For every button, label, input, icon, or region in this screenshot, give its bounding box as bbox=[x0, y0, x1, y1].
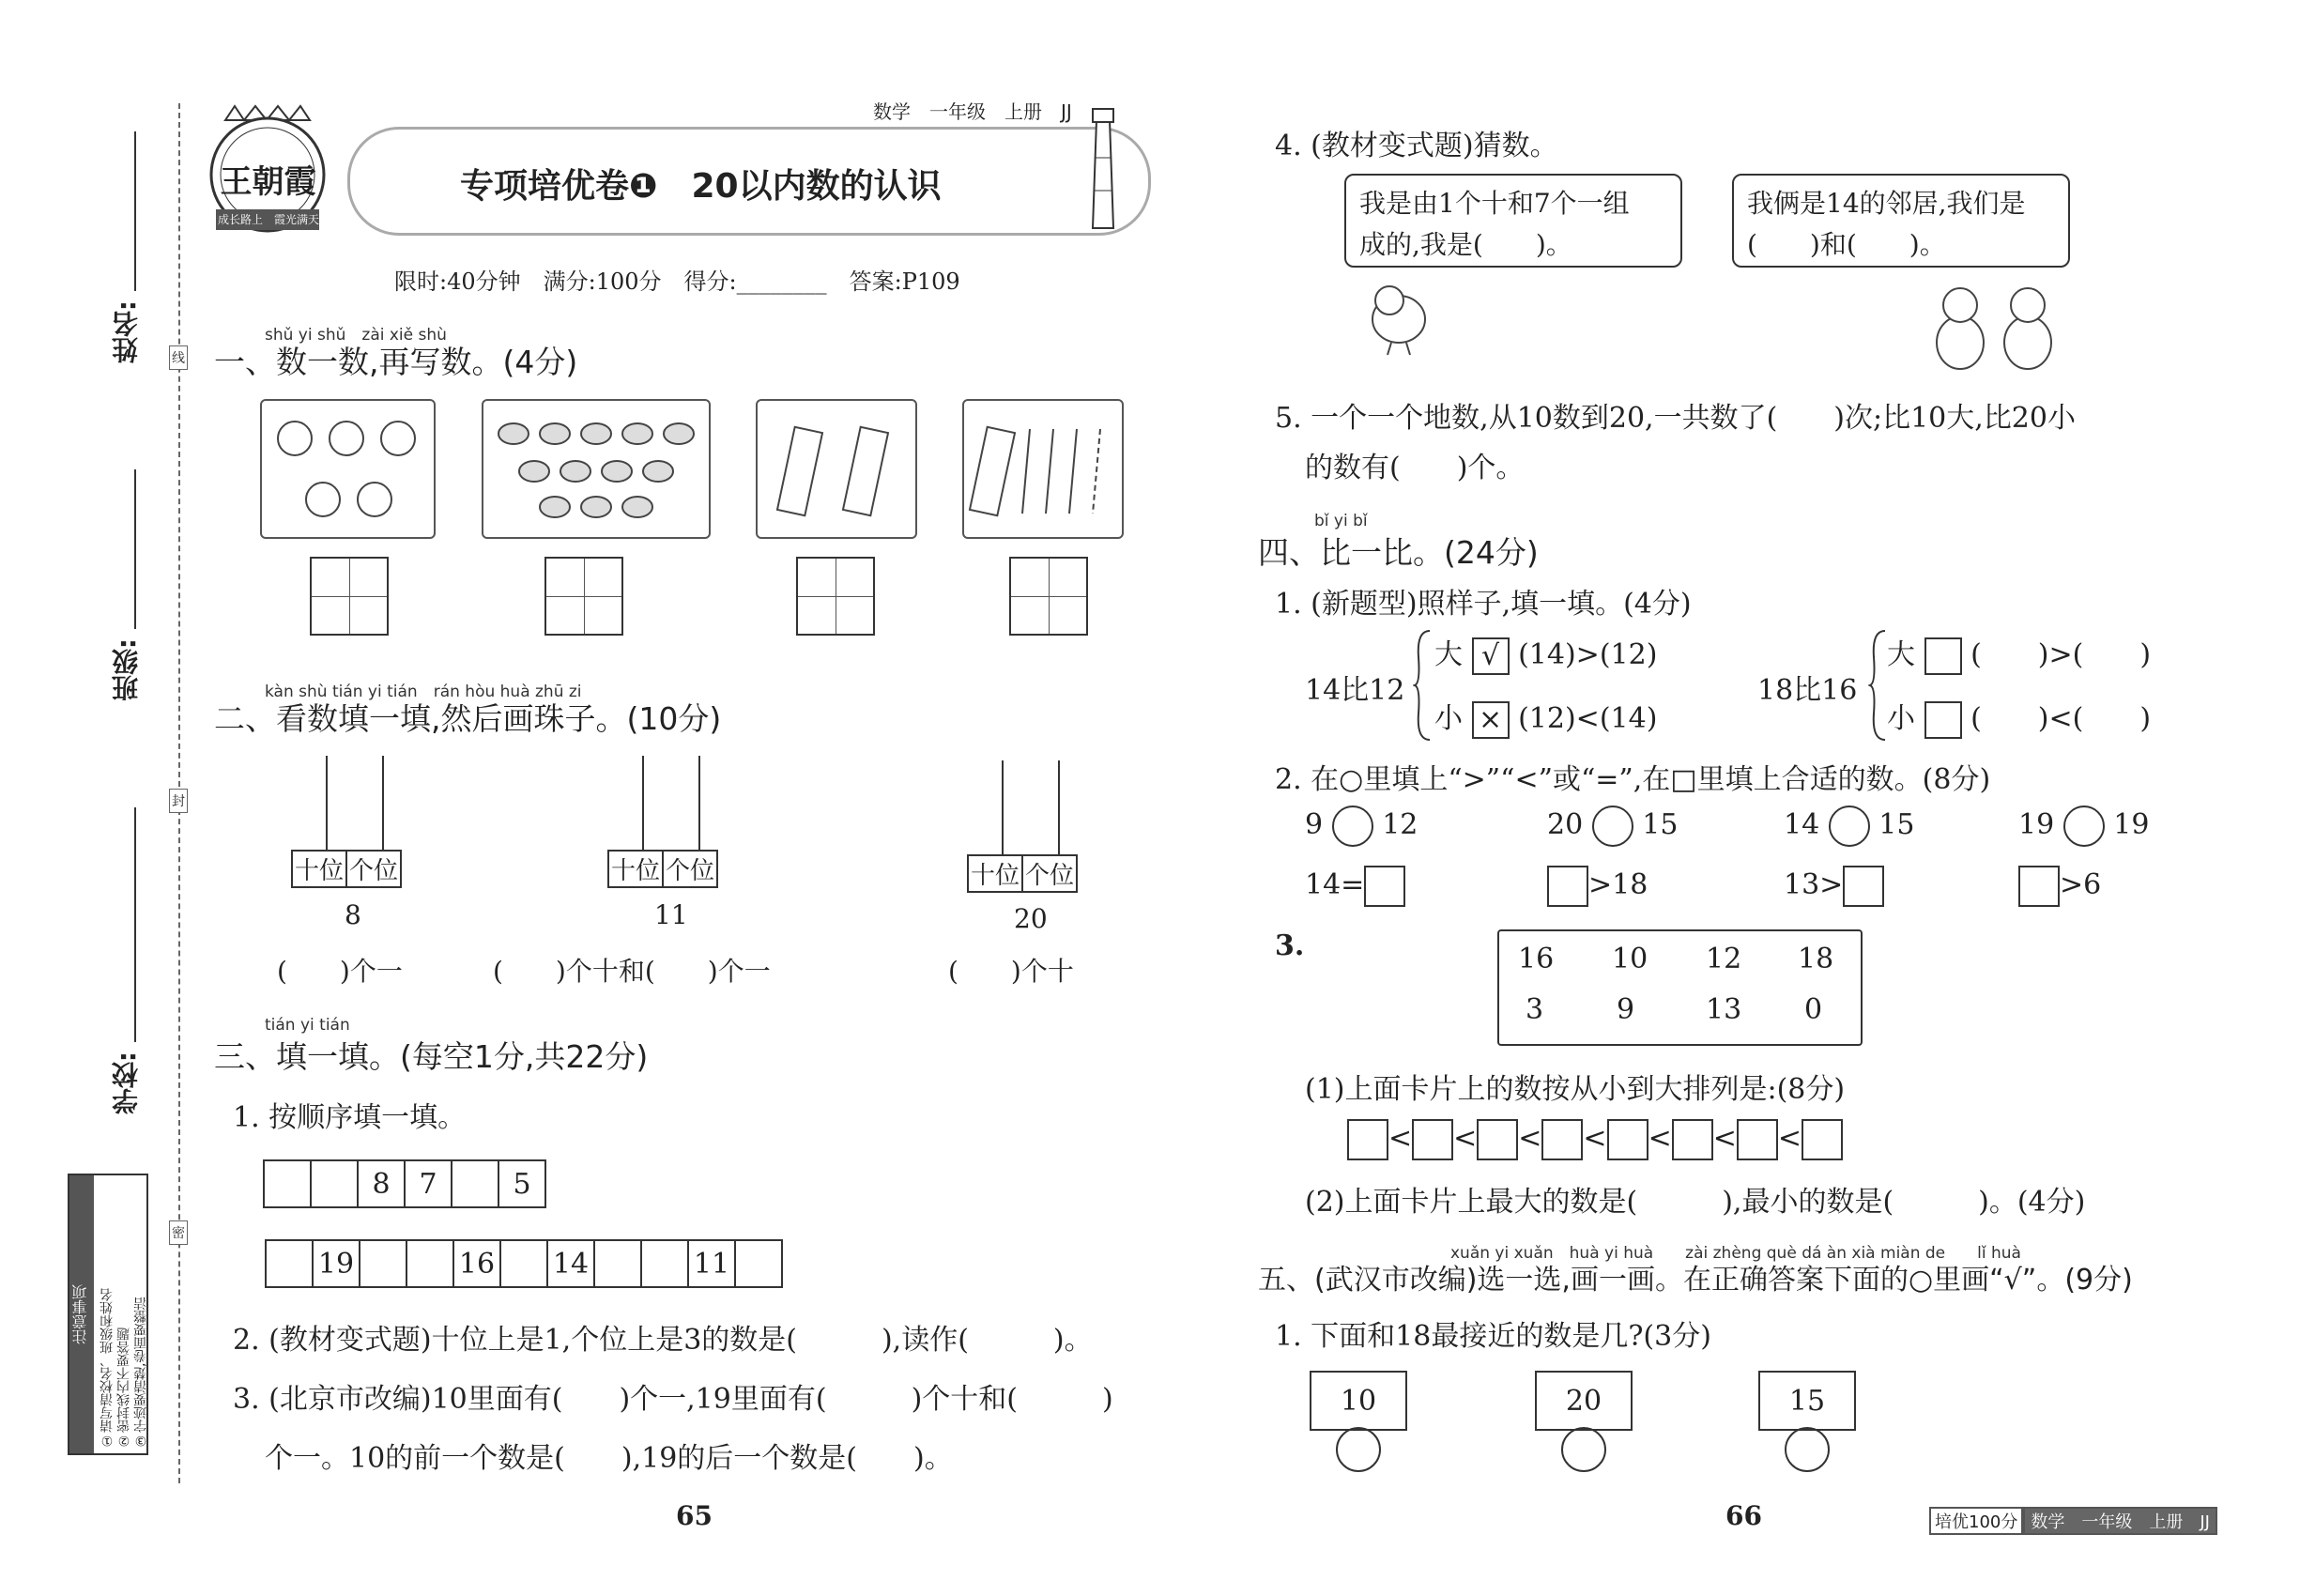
seq-cell[interactable] bbox=[263, 1159, 312, 1208]
bubble-2-line-2[interactable]: ( )和( )。 bbox=[1747, 229, 1946, 260]
card-value: 16 bbox=[1518, 943, 1555, 975]
fill-3[interactable]: 13> bbox=[1784, 866, 1884, 907]
choice-circle-2[interactable] bbox=[1561, 1427, 1606, 1472]
fill-box[interactable] bbox=[1843, 866, 1884, 907]
choice-card-2: 20 bbox=[1535, 1371, 1633, 1431]
abacus-number-1: 8 bbox=[345, 899, 361, 930]
sequence-row-1 bbox=[265, 1159, 546, 1208]
practice-expr-1[interactable]: ( )>( ) bbox=[1970, 638, 2152, 671]
notes-box bbox=[68, 1174, 148, 1455]
abacus-tens-label: 十位 bbox=[293, 852, 347, 886]
s4-q3: 3. bbox=[1275, 929, 1305, 962]
picture-chicks bbox=[260, 399, 436, 539]
practice-row-2[interactable] bbox=[1887, 695, 2151, 739]
abacus-ones-label: 个位 bbox=[666, 857, 715, 885]
q3-2[interactable]: 2. (教材变式题)十位上是1,个位上是3的数是( ),读作( )。 bbox=[233, 1324, 1093, 1357]
example-row-1 bbox=[1434, 631, 1657, 675]
abacus-number-2: 11 bbox=[654, 899, 688, 930]
q3-3-line1[interactable]: 3. (北京市改编)10里面有( )个一,19里面有( )个十和( ) bbox=[233, 1383, 1113, 1416]
section-1-title: 一、数一数,再写数。(4分) bbox=[214, 344, 578, 380]
chick-icon bbox=[1361, 272, 1436, 357]
class-field[interactable] bbox=[108, 469, 146, 704]
compare-circle[interactable] bbox=[1592, 806, 1633, 847]
seq-cell[interactable] bbox=[734, 1239, 783, 1288]
big-label: 大 bbox=[1887, 638, 1915, 671]
order-box[interactable] bbox=[1477, 1119, 1518, 1160]
order-box[interactable] bbox=[1737, 1119, 1778, 1160]
s3-pinyin: tián yi tián bbox=[265, 1016, 350, 1035]
q5-line1[interactable]: 5. 一个一个地数,从10数到20,一共数了( )次;比10大,比20小 bbox=[1275, 402, 2076, 435]
section-4-title: 四、比一比。(24分) bbox=[1258, 534, 1539, 571]
check-icon: √ bbox=[1480, 639, 1500, 672]
name-field[interactable] bbox=[108, 131, 146, 366]
seq-cell[interactable] bbox=[310, 1159, 359, 1208]
seq-cell[interactable] bbox=[593, 1239, 642, 1288]
seq-cell[interactable] bbox=[451, 1159, 499, 1208]
footer-sub: 数学 一年级 上册 JJ bbox=[2023, 1507, 2217, 1535]
practice-row-1[interactable] bbox=[1887, 631, 2151, 675]
school-field[interactable] bbox=[108, 807, 146, 1117]
s2-pinyin: kàn shù tián yi tián rán hòu huà zhū zi bbox=[265, 683, 582, 701]
speech-bubble-1 bbox=[1344, 174, 1682, 268]
logo-slogan: 成长路上 霞光满天 bbox=[218, 213, 320, 226]
seal-mark-2: 封 bbox=[169, 789, 188, 813]
q3-1: 1. 按顺序填一填。 bbox=[233, 1101, 467, 1134]
practice-expr-2[interactable]: ( )<( ) bbox=[1970, 702, 2152, 735]
section-2-title: 二、看数填一填,然后画珠子。(10分) bbox=[214, 700, 722, 737]
lighthouse-icon bbox=[1080, 101, 1127, 233]
abacus-blank-2[interactable]: ( )个十和( )个一 bbox=[493, 956, 771, 987]
big-label: 大 bbox=[1434, 638, 1463, 671]
picture-bundle-sticks bbox=[962, 399, 1124, 539]
page-number-left: 65 bbox=[676, 1500, 713, 1531]
seq-cell: 14 bbox=[546, 1239, 595, 1288]
number-card-board bbox=[1497, 929, 1863, 1046]
card-value: 13 bbox=[1706, 993, 1742, 1026]
abacus-20[interactable] bbox=[967, 760, 1094, 890]
subject-bar: 数学 一年级 上册 JJ bbox=[873, 100, 1072, 123]
s4-q1: 1. (新题型)照样子,填一填。(4分) bbox=[1275, 588, 1692, 621]
small-label: 小 bbox=[1887, 702, 1915, 735]
section-3-title: 三、填一填。(每空1分,共22分) bbox=[214, 1038, 649, 1075]
q4: 4. (教材变式题)猜数。 bbox=[1275, 130, 1558, 162]
note-3: ③字迹要清楚,卷面要整洁 bbox=[133, 1297, 148, 1448]
abacus-8[interactable] bbox=[291, 756, 418, 885]
logo-text: 王朝霞 bbox=[220, 163, 316, 201]
s5-pinyin: xuǎn yi xuǎn huà yi huà zài zhèng què dá àn xià miàn de lǐ huà bbox=[1450, 1244, 2021, 1263]
s4-q2: 2. 在○里填上“>”“<”或“=”,在□里填上合适的数。(8分) bbox=[1275, 763, 1991, 796]
seq-cell: 7 bbox=[404, 1159, 452, 1208]
s1-pinyin: shǔ yi shǔ zài xiě shù bbox=[265, 326, 447, 345]
fill-box[interactable] bbox=[1547, 866, 1588, 907]
cross-icon: × bbox=[1478, 703, 1503, 736]
s5-q1: 1. 下面和18最接近的数是几?(3分) bbox=[1275, 1320, 1711, 1353]
card-value: 10 bbox=[1612, 943, 1648, 975]
s4-q3-part2[interactable]: (2)上面卡片上最大的数是( ),最小的数是( )。(4分) bbox=[1305, 1186, 2086, 1219]
abacus-tens-label: 十位 bbox=[609, 852, 664, 886]
abacus-ones-label: 个位 bbox=[349, 857, 399, 885]
cross-box bbox=[1472, 701, 1510, 739]
bubble-1-line-2[interactable]: 成的,我是( )。 bbox=[1359, 229, 1572, 260]
abacus-number-3: 20 bbox=[1014, 903, 1048, 934]
order-box[interactable] bbox=[1672, 1119, 1713, 1160]
q3-3-line2[interactable]: 个一。10的前一个数是( ),19的后一个数是( )。 bbox=[265, 1442, 953, 1475]
small-label: 小 bbox=[1434, 702, 1463, 735]
write-grid-4[interactable] bbox=[1009, 557, 1088, 636]
note-2: ②密封线内不要答题 bbox=[116, 1327, 131, 1448]
section-5-title: 五、(武汉市改编)选一选,画一画。在正确答案下面的○里画“√”。(9分) bbox=[1258, 1264, 2133, 1297]
speech-bubble-2 bbox=[1732, 174, 2070, 268]
seq-cell: 5 bbox=[498, 1159, 546, 1208]
s4-pinyin: bǐ yi bǐ bbox=[1314, 512, 1368, 530]
seq-cell[interactable] bbox=[499, 1239, 548, 1288]
example-expr-1: (14)>(12) bbox=[1518, 638, 1658, 671]
s4-q3-part1: (1)上面卡片上的数按从小到大排列是:(8分) bbox=[1305, 1073, 1846, 1106]
abacus-ones-label: 个位 bbox=[1025, 862, 1075, 890]
card-value: 0 bbox=[1804, 993, 1823, 1026]
footer-tag bbox=[1929, 1507, 2217, 1535]
seq-cell: 19 bbox=[312, 1239, 360, 1288]
brace-icon bbox=[1868, 629, 1887, 745]
compare-4[interactable]: 19 19 bbox=[2018, 806, 2149, 847]
card-value: 3 bbox=[1526, 993, 1544, 1026]
abacus-blank-1[interactable]: ( )个一 bbox=[277, 956, 403, 987]
bubble-2-line-1: 我俩是14的邻居,我们是 bbox=[1747, 188, 2026, 219]
exam-info: 限时:40分钟 满分:100分 得分:________ 答案:P109 bbox=[394, 269, 960, 295]
fill-2[interactable]: >18 bbox=[1547, 866, 1648, 907]
order-box[interactable] bbox=[1412, 1119, 1453, 1160]
order-box[interactable] bbox=[1541, 1119, 1583, 1160]
picture-two-bundles bbox=[756, 399, 917, 539]
compare-3[interactable]: 14 15 bbox=[1784, 806, 1914, 847]
choice-circle-1[interactable] bbox=[1336, 1427, 1381, 1472]
order-box[interactable] bbox=[1607, 1119, 1648, 1160]
abacus-blank-3[interactable]: ( )个十 bbox=[948, 956, 1074, 987]
abacus-11[interactable] bbox=[607, 756, 734, 885]
answer-box[interactable] bbox=[1924, 637, 1962, 675]
example-left-label: 14比12 bbox=[1305, 674, 1405, 707]
note-1: ①请写清校名、班级和姓名 bbox=[100, 1288, 115, 1448]
order-box[interactable] bbox=[1802, 1119, 1843, 1160]
seq-cell[interactable] bbox=[640, 1239, 689, 1288]
compare-circle[interactable] bbox=[2063, 806, 2105, 847]
order-boxes[interactable]: < < < < < < < bbox=[1347, 1119, 1843, 1160]
choice-card-3: 15 bbox=[1758, 1371, 1856, 1431]
seq-cell[interactable] bbox=[265, 1239, 314, 1288]
compare-circle[interactable] bbox=[1829, 806, 1870, 847]
card-value: 18 bbox=[1798, 943, 1834, 975]
picture-mushrooms bbox=[482, 399, 711, 539]
choice-card-1: 10 bbox=[1310, 1371, 1407, 1431]
seq-cell[interactable] bbox=[406, 1239, 454, 1288]
compare-1[interactable]: 9 12 bbox=[1305, 806, 1418, 847]
notes-title: 注意事项 bbox=[69, 1175, 94, 1453]
write-grid-3[interactable] bbox=[796, 557, 875, 636]
choice-circle-3[interactable] bbox=[1785, 1427, 1830, 1472]
seal-mark-3: 密 bbox=[169, 1220, 188, 1245]
abacus-tens-label: 十位 bbox=[969, 856, 1023, 891]
compare-circle[interactable] bbox=[1332, 806, 1373, 847]
card-value: 9 bbox=[1617, 993, 1635, 1026]
check-box bbox=[1472, 637, 1510, 675]
seal-mark-1: 线 bbox=[169, 345, 188, 370]
example-row-2 bbox=[1434, 695, 1657, 739]
fill-1[interactable]: 14= bbox=[1305, 866, 1405, 907]
practice-left-label: 18比16 bbox=[1757, 674, 1858, 707]
seq-cell: 11 bbox=[687, 1239, 736, 1288]
brace-icon bbox=[1413, 629, 1432, 745]
seq-cell[interactable] bbox=[359, 1239, 407, 1288]
name-label: 姓名: bbox=[111, 300, 142, 364]
fill-box[interactable] bbox=[1364, 866, 1405, 907]
ducklings-icon bbox=[1924, 277, 2065, 380]
order-box[interactable] bbox=[1347, 1119, 1388, 1160]
page-number-right: 66 bbox=[1725, 1500, 1762, 1531]
logo bbox=[197, 101, 338, 242]
seq-cell: 8 bbox=[357, 1159, 406, 1208]
q5-line2[interactable]: 的数有( )个。 bbox=[1305, 452, 1525, 484]
footer-badge: 培优100分 bbox=[1929, 1507, 2023, 1535]
page-title: 专项培优卷❶ 20以内数的认识 bbox=[460, 167, 942, 206]
card-value: 12 bbox=[1706, 943, 1742, 975]
answer-box[interactable] bbox=[1924, 701, 1962, 739]
bubble-1-line-1: 我是由1个十和7个一组 bbox=[1359, 188, 1630, 219]
sequence-row-2 bbox=[267, 1239, 783, 1288]
write-grid-2[interactable] bbox=[544, 557, 623, 636]
compare-2[interactable]: 20 15 bbox=[1547, 806, 1678, 847]
school-label: 学校: bbox=[111, 1051, 142, 1115]
write-grid-1[interactable] bbox=[310, 557, 389, 636]
fill-4[interactable]: >6 bbox=[2018, 866, 2101, 907]
seq-cell: 16 bbox=[452, 1239, 501, 1288]
class-label: 班级: bbox=[111, 638, 142, 702]
fill-box[interactable] bbox=[2018, 866, 2060, 907]
example-expr-2: (12)<(14) bbox=[1518, 702, 1658, 735]
